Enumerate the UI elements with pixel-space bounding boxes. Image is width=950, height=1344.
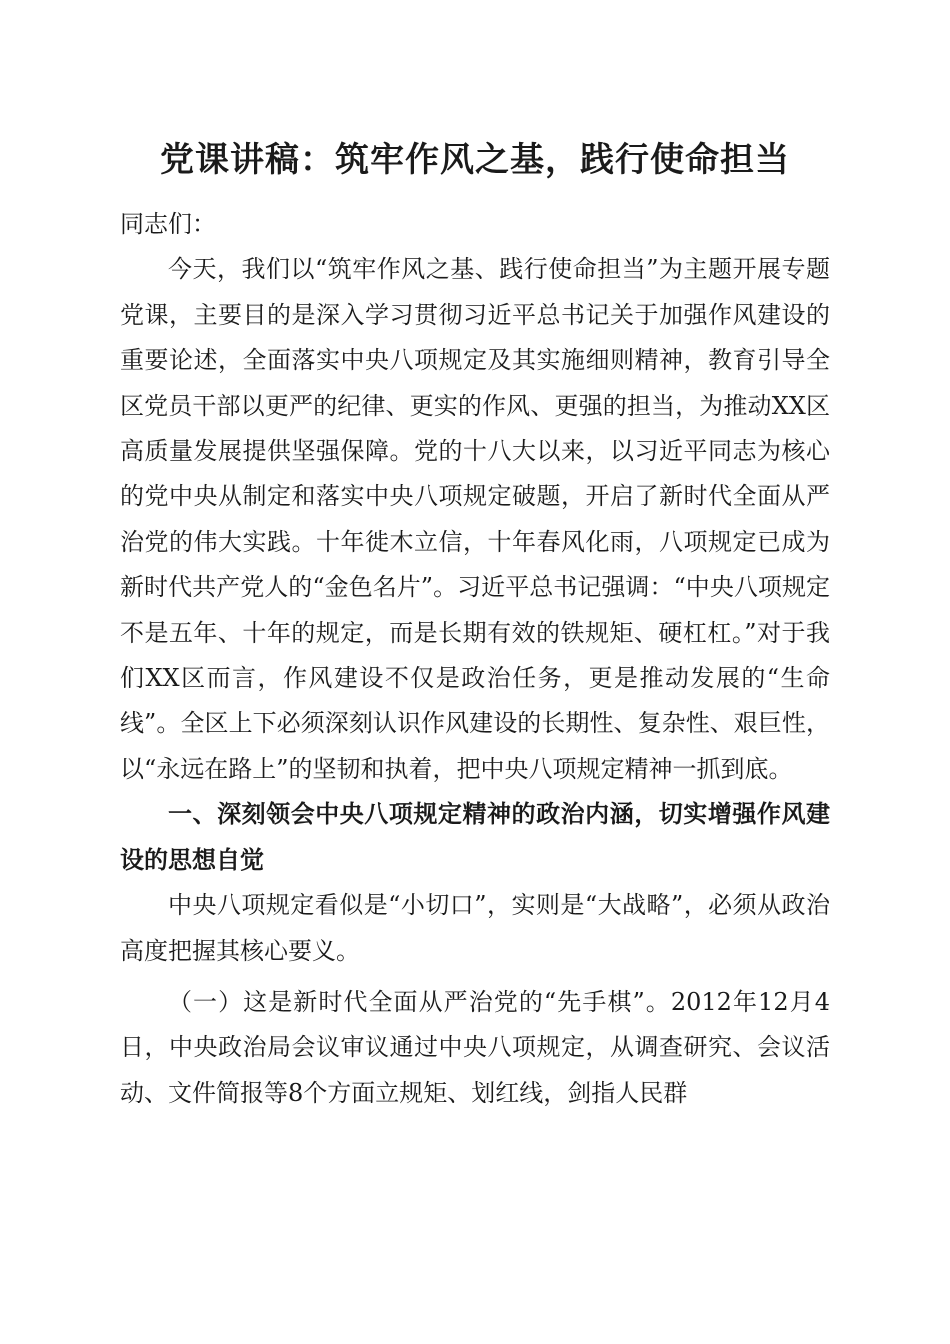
section-1-lead-paragraph: 中央八项规定看似是“小切口”，实则是“大战略”，必须从政治高度把握其核心要义。 xyxy=(120,891,830,965)
document-title: 党课讲稿：筑牢作风之基，践行使命担当 xyxy=(160,140,790,180)
section-1-point-1-paragraph: （一）这是新时代全面从严治党的“先手棋”。2012年12月4日，中央政治局会议审议通过中央八项规定，从调查研究、会议活动、文件简报等8个方面立规矩、划红线，剑指人民群 xyxy=(120,987,830,1107)
document-body xyxy=(120,202,830,1116)
intro-paragraph: 今天，我们以“筑牢作风之基、践行使命担当”为主题开展专题党课，主要目的是深入学习贯彻习近平总书记关于加强作风建设的重要论述，全面落实中央八项规定及其实施细则精神，教育引导全区党员干部以更严的纪律、更实的作风、更强的担当，为推动XX区高质量发展提供坚强保障。党的十八大以来，以习近平同志为核心的党中央从制定和落实中央八项规定破题，开启了新时代全面从严治党的伟大实践。十年徙木立信，十年春风化雨，八项规定已成为新时代共产党人的“金色名片”。习近平总书记强调：“中央八项规定不是五年、十年的规定，而是长期有效的铁规矩、硬杠杠。”对于我们XX区而言，作风建设不仅是政治任务，更是推动发展的“生命线”。全区上下必须深刻认识作风建设的长期性、复杂性、艰巨性，以“永远在路上”的坚韧和执着，把中央八项规定精神一抓到底。 xyxy=(120,255,830,783)
salutation: 同志们： xyxy=(120,210,216,238)
section-1-heading: 一、深刻领会中央八项规定精神的政治内涵，切实增强作风建设的思想自觉 xyxy=(120,800,830,874)
